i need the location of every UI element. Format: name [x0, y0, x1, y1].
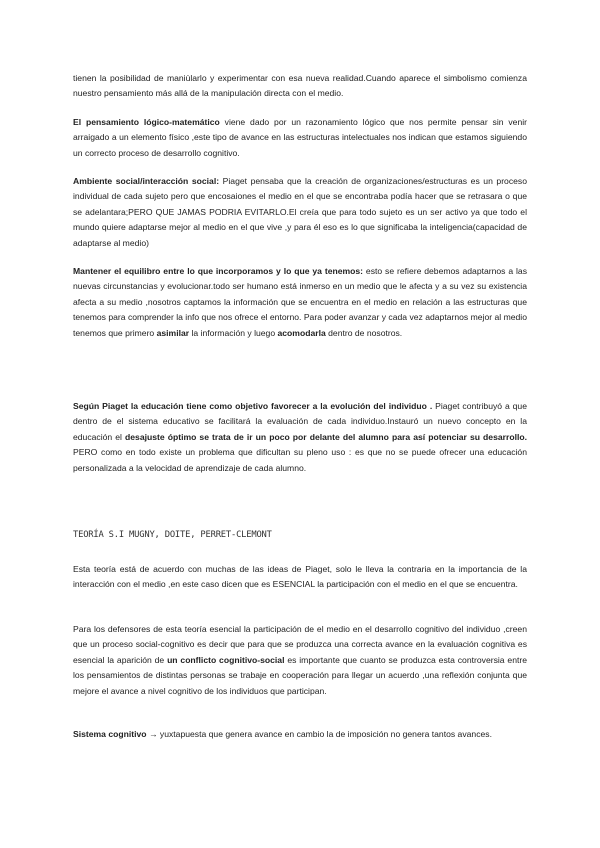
educacion-text-2: PERO como en todo existe un problema que dificultan su pleno uso : es que no se puede ofrecer una educación personalizada a la velocidad de aprendizaje de cada alumno.	[73, 447, 527, 473]
term-equilibrio: Mantener el equilibro entre lo que incorporamos y lo que ya tenemos:	[73, 266, 364, 276]
term-sistema-cognitivo: Sistema cognitivo	[73, 729, 147, 739]
paragraph-ambiente-social	[73, 174, 527, 251]
equilibrio-text-3: dentro de nosotros.	[328, 327, 403, 338]
piaget-educacion-statement: Según Piaget la educación tiene como objetivo favorecer a la evolución del individuo .	[73, 401, 433, 411]
term-desajuste-optimo: desajuste óptimo se trata de ir un poco por delante del alumno para así potenciar su desarrollo.	[125, 431, 527, 442]
educacion-text-1: Piaget contribuyó a que dentro de el sistema educativo se facilitará la evaluación de cada individuo.Instauró un nuevo concepto en la educación el	[73, 401, 527, 442]
paragraph-educacion	[73, 399, 527, 476]
paragraph-teoria	[73, 562, 527, 593]
logico-matematico-text: viene dado por un razonamiento lógico que nos permite pensar sin venir arraigado a un elemento físico ,este tipo de avance en las estructuras intelectuales nos indican que estamos siguiendo un correcto proceso de desarrollo cognitivo.	[73, 117, 528, 158]
defensores-text-2: es importante que cuanto se produzca esta controversia entre los pensamientos de distintas personas se trabaje en cooperación para llegar un acuerdo ,una reflexión conjunta que mejore el avance a nivel cognitivo de los individuos que participan.	[73, 654, 528, 696]
sistema-cognitivo-text: → yuxtapuesta que genera avance en cambio la de imposición no genera tantos avances.	[148, 729, 492, 739]
term-ambiente-social: Ambiente social/interacción social:	[73, 176, 220, 186]
term-logico-matematico: El pensamiento lógico-matemático	[73, 117, 220, 127]
paragraph-equilibrio	[73, 264, 527, 341]
paragraph-defensores	[73, 622, 527, 699]
term-acomodarla: acomodarla	[277, 327, 326, 338]
defensores-text-1: Para los defensores de esta teoría esencial la participación de el medio en el desarrollo cognitivo del individuo ,creen que un proceso social-cognitivo es decir que para que se produzca una correcta avance en la evaluación cognitiva es esencial la aparición de	[73, 624, 527, 665]
term-asimilar: asimilar	[156, 327, 190, 338]
paragraph-intro	[73, 71, 527, 102]
paragraph-logico-matematico	[73, 115, 527, 161]
teoria-text: Esta teoría está de acuerdo con muchas de las ideas de Piaget, solo le lleva la contraria en la importancia de la interacción con el medio ,en este caso dicen que es ESENCIAL la participación con el medio en el que se encuentra.	[73, 564, 527, 590]
equilibrio-text-2: la información y luego	[191, 327, 276, 338]
intro-text: tienen la posibilidad de maniùlarlo y experimentar con esa nueva realidad.Cuando aparece el simbolismo comienza nuestro pensamiento más allá de la manipulación directa con el medio.	[73, 73, 527, 99]
equilibrio-text-1: esto se refiere debemos adaptarnos a las nuevas circunstancias y evolucionar.todo ser humano está inmerso en un medio que le afecta y a su vez su existencia afecta a su medio ,nosotros captamos la información que se encuentra en el medio en relación a las estructuras que tenemos para comprender la info que nos ofrece el entorno. Para poder avanzar y cada vez adaptarnos mejor al medio tenemos que primero	[73, 266, 528, 338]
term-conflicto-cognitivo-social: un conflicto cognitivo-social	[167, 654, 285, 665]
paragraph-sistema-cognitivo	[73, 727, 541, 742]
section-heading: TEORÍA S.I MUGNY, DOITE, PERRET-CLEMONT	[73, 530, 272, 540]
ambiente-social-text: Piaget pensaba que la creación de organizaciones/estructuras es un proceso individual de cada sujeto pero que encosaiones el medio en el que se encontraba podía hacer que se retrasara o que se adelantara;PERO QUE JAMAS PODRIA EVITARLO.El creía que para todo sujeto es un ser activo ya que todo el mundo quiere adaptarse mejor al medio en el que vive ,y para él eso es lo que significaba la inteligencia(capacidad de adaptarse al medio)	[73, 176, 527, 248]
